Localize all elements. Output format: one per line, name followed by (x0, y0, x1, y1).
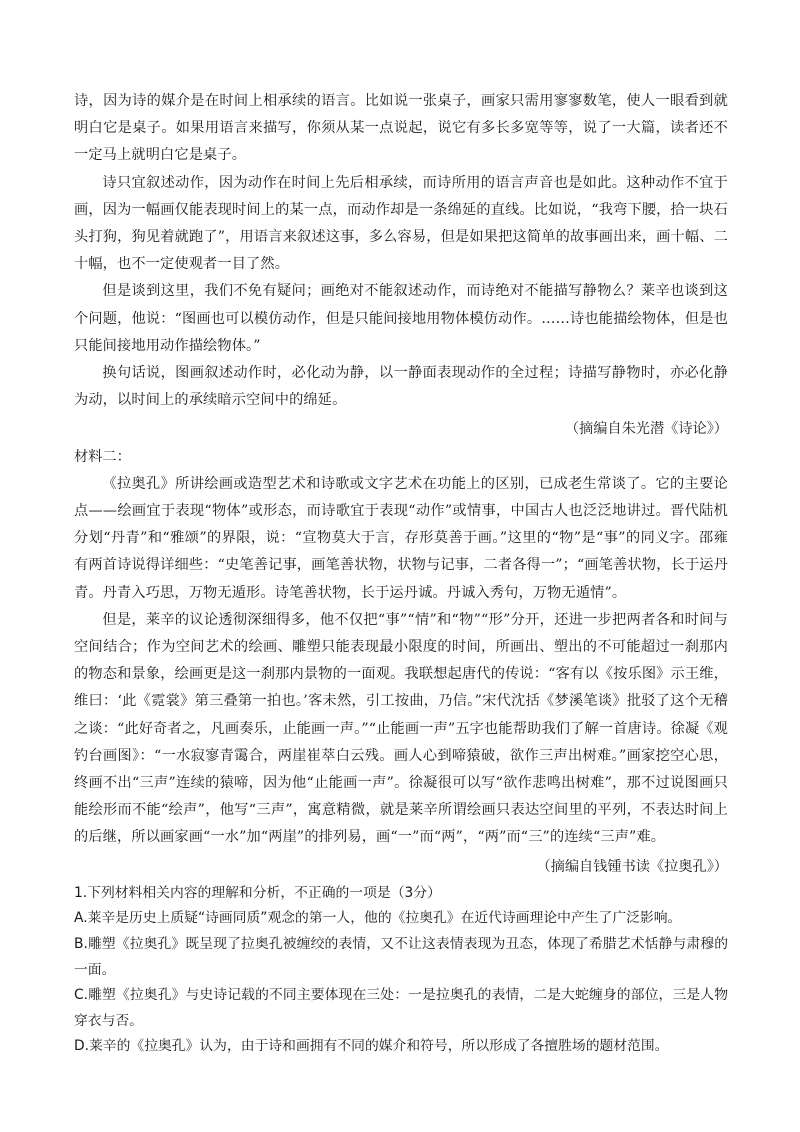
paragraph: 诗只宜叙述动作，因为动作在时间上先后相承续，而诗所用的语言声音也是如此。这种动作不宜于画，因为一幅画仅能表现时间上的某一点，而动作却是一条绵延的直线。比如说，“我弯下腰，拾一块石头打狗，狗见着就跑了”，用语言来叙述这事，多么容易，但是如果把这简单的故事画出来，画十幅、二十幅，也不一定使观者一目了然。 (74, 174, 728, 273)
paragraph: 《拉奥孔》所讲绘画或造型艺术和诗歌或文字艺术在功能上的区别，已成老生常谈了。它的主要论点——绘画宜于表现“物体”或形态，而诗歌宜于表现“动作”或情事，中国古人也泛泛地讲过。晋代陆机分划“丹青”和“雅颂”的界限，说：“宣物莫大于言，存形莫善于画。”这里的“物”是“事”的同义字。邵雍有两首诗说得详细些：“史笔善记事，画笔善状物，状物与记事，二者各得一”；“画笔善状物，长于运丹青。丹青入巧思，万物无遁形。诗笔善状物，长于运丹诚。丹诚入秀句，万物无遁情”。 (74, 475, 728, 601)
material-two (74, 444, 728, 881)
material-one (74, 88, 728, 444)
document-page (74, 88, 728, 1060)
paragraph: 换句话说，图画叙述动作时，必化动为静，以一静面表现动作的全过程；诗描写静物时，亦必化静为动，以时间上的承续暗示空间中的绵延。 (74, 365, 728, 409)
paragraph: 诗，因为诗的媒介是在时间上相承续的语言。比如说一张桌子，画家只需用寥寥数笔，使人一眼看到就明白它是桌子。如果用语言来描写，你须从某一点说起，说它有多长多宽等等，说了一大篇，读者还不一定马上就明白它是桌子。 (74, 93, 728, 164)
question-stem: 1.下列材料相关内容的理解和分析，不正确的一项是（3分） (74, 884, 441, 901)
source-citation: （摘编自朱光潜《诗论》） (564, 421, 728, 438)
paragraph: 但是谈到这里，我们不免有疑问；画绝对不能叙述动作，而诗绝对不能描写静物么？莱辛也谈到这个问题，他说：“图画也可以模仿动作，但是只能间接地用物体模仿动作。……诗也能描绘物体，但是也只能间接地用动作描绘物体。” (74, 283, 728, 354)
material-label: 材料二： (74, 448, 131, 465)
option-a: A.莱辛是历史上质疑“诗画同质”观念的第一人，他的《拉奥孔》在近代诗画理论中产生了广泛影响。 (74, 910, 682, 927)
option-c: C.雕塑《拉奥孔》与史诗记载的不同主要体现在三处：一是拉奥孔的表情，二是大蛇缠身的部位，三是人物穿衣与否。 (74, 987, 728, 1029)
question-block (74, 881, 728, 1060)
option-b: B.雕塑《拉奥孔》既呈现了拉奥孔被缠绞的表情，又不让这表情表现为丑态，体现了希腊艺术恬静与肃穆的一面。 (74, 936, 728, 978)
option-d: D.莱辛的《拉奥孔》认为，由于诗和画拥有不同的媒介和符号，所以形成了各擅胜场的题材范围。 (74, 1038, 669, 1055)
paragraph: 但是，莱辛的议论透彻深细得多，他不仅把“事”“情”和“物”“形”分开，还进一步把两者各和时间与空间结合；作为空间艺术的绘画、雕塑只能表现最小限度的时间，所画出、塑出的不可能超过一刹那内的物态和景象，绘画更是这一刹那内景物的一面观。我联想起唐代的传说：“客有以《按乐图》示王维，维曰：‘此《霓裳》第三叠第一拍也。’客未然，引工按曲，乃信。”宋代沈括《梦溪笔谈》批驳了这个无稽之谈：“此好奇者之，凡画奏乐，止能画一声。”“止能画一声”五字也能帮助我们了解一首唐诗。徐凝《观钓台画图》：“一水寂寥青霭合，两崖崔萃白云残。画人心到啼猿破，欲作三声出树难。”画家挖空心思，终画不出“三声”连续的猿啼，因为他“止能画一声”。徐凝很可以写“欲作悲鸣出树难”，那不过说图画只能绘形而不能“绘声”，他写“三声”，寓意精微，就是莱辛所谓绘画只表达空间里的平列，不表达时间上的后继，所以画家画“一水”加“两崖”的排列易，画“一”而“两”，“两”而“三”的连续“三声”难。 (74, 611, 728, 846)
source-citation: （摘编自钱锺书读《拉奥孔》） (536, 858, 728, 875)
